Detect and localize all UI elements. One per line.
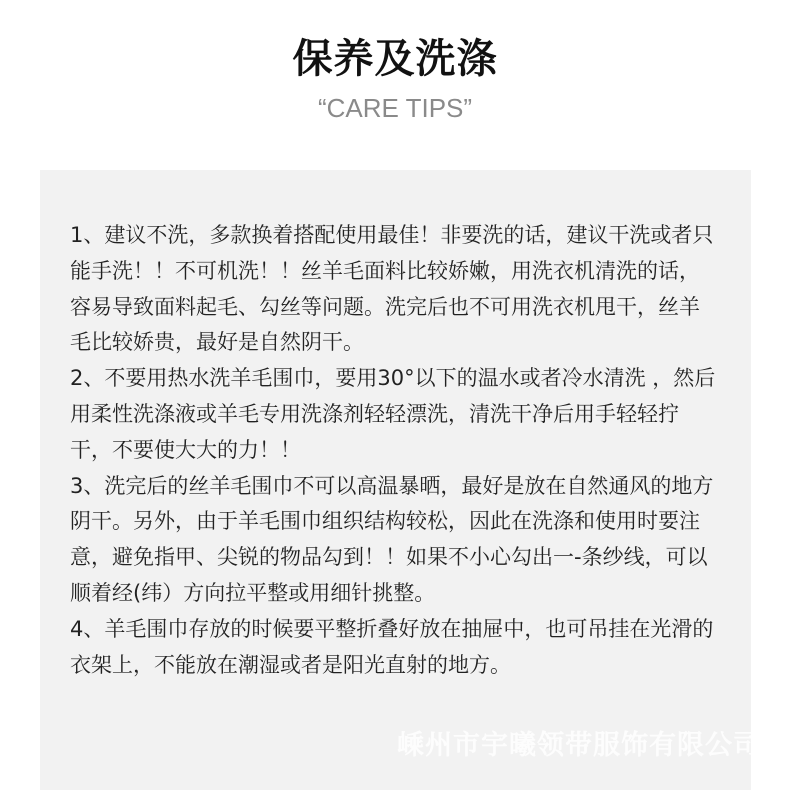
care-tip-2: 2、不要用热水洗羊毛围巾，要用30°以下的温水或者冷水清洗 ，然后用柔性洗涤液或羊毛专用洗涤剂轻轻漂洗，清洗干净后用手轻轻拧干，不要使大大的力！！: [70, 366, 716, 462]
care-tip-3: 3、洗完后的丝羊毛围巾不可以高温暴晒，最好是放在自然通风的地方阴干。另外，由于羊毛围巾组织结构较松，因此在洗涤和使用时要注意，避免指甲、尖锐的物品勾到！！如果不小心勾出一-条纱线，可以顺着经(纬）方向拉平整或用细针挑整。: [70, 473, 714, 605]
care-tip-4: 4、羊毛围巾存放的时候要平整折叠好放在抽屉中，也可吊挂在光滑的衣架上，不能放在潮湿或者是阳光直射的地方。: [70, 616, 714, 677]
company-watermark: 嵊州市宇曦领带服饰有限公司: [397, 730, 761, 761]
header: [0, 32, 790, 124]
care-tips-panel: [40, 170, 761, 790]
care-tips-text: [70, 218, 720, 683]
page-title: 保养及洗涤: [292, 36, 498, 82]
care-tip-1: 1、建议不洗，多款换着搭配使用最佳！非要洗的话，建议干洗或者只能手洗！！不可机洗！！丝羊毛面料比较娇嫩，用洗衣机清洗的话，容易导致面料起毛、勾丝等问题。洗完后也不可用洗衣机甩干，丝羊毛比较娇贵，最好是自然阴干。: [70, 223, 714, 355]
page-subtitle: “CARE TIPS”: [317, 93, 473, 123]
